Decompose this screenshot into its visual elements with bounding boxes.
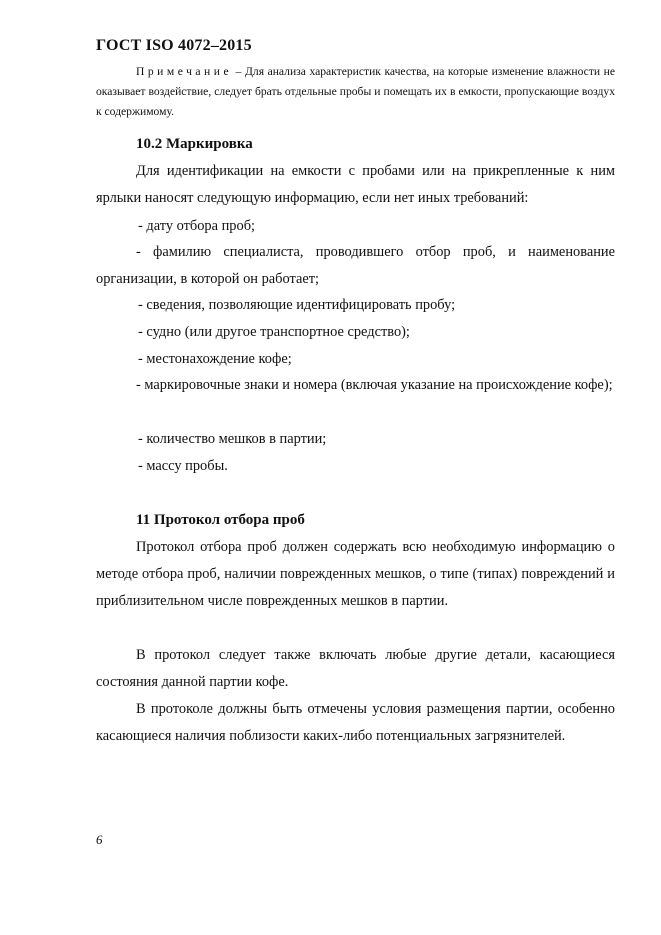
document-header: ГОСТ ISO 4072–2015 [96,37,252,54]
page-number: 6 [96,832,103,847]
section-heading-10-2: 10.2 Маркировка [136,136,253,152]
section-heading-11: 11 Протокол отбора проб [136,512,305,528]
section-11-paragraph: Протокол отбора проб должен содержать всю необходимую информацию о методе отбора проб, наличии поврежденных мешков, о типе (типах) повреждений и приблизительном числе поврежденных мешков в партии. [96,539,615,609]
list-item: - массу пробы. [138,458,228,474]
note-block [96,62,615,122]
section-11-paragraph: В протоколе должны быть отмечены условия размещения партии, особенно касающиеся наличия поблизости каких-либо потенциальных загрязнителей. [96,701,615,744]
list-item: - сведения, позволяющие идентифицировать пробу; [138,297,456,313]
note-label: Примечание [136,65,233,78]
list-item: - дату отбора проб; [138,218,256,234]
section-11-paragraph: В протокол следует также включать любые другие детали, касающиеся состояния данной партии кофе. [96,647,615,690]
list-item: - судно (или другое транспортное средство); [138,324,410,340]
section-10-2-intro: Для идентификации на емкости с пробами или на прикрепленные к ним ярлыки наносят следующую информацию, если нет иных требований: [96,163,615,206]
list-item: - фамилию специалиста, проводившего отбор проб, и наименование организации, в которой он работает; [96,244,615,287]
list-item: - местонахождение кофе; [138,351,292,367]
note-text: – Для анализа характеристик качества, на которые изменение влажности не оказывает воздействие, следует брать отдельные пробы и помещать их в емкости, пропускающие воздух к содержимому. [96,65,615,118]
list-item: - маркировочные знаки и номера (включая указание на происхождение кофе); [136,377,613,393]
list-item: - количество мешков в партии; [138,431,327,447]
